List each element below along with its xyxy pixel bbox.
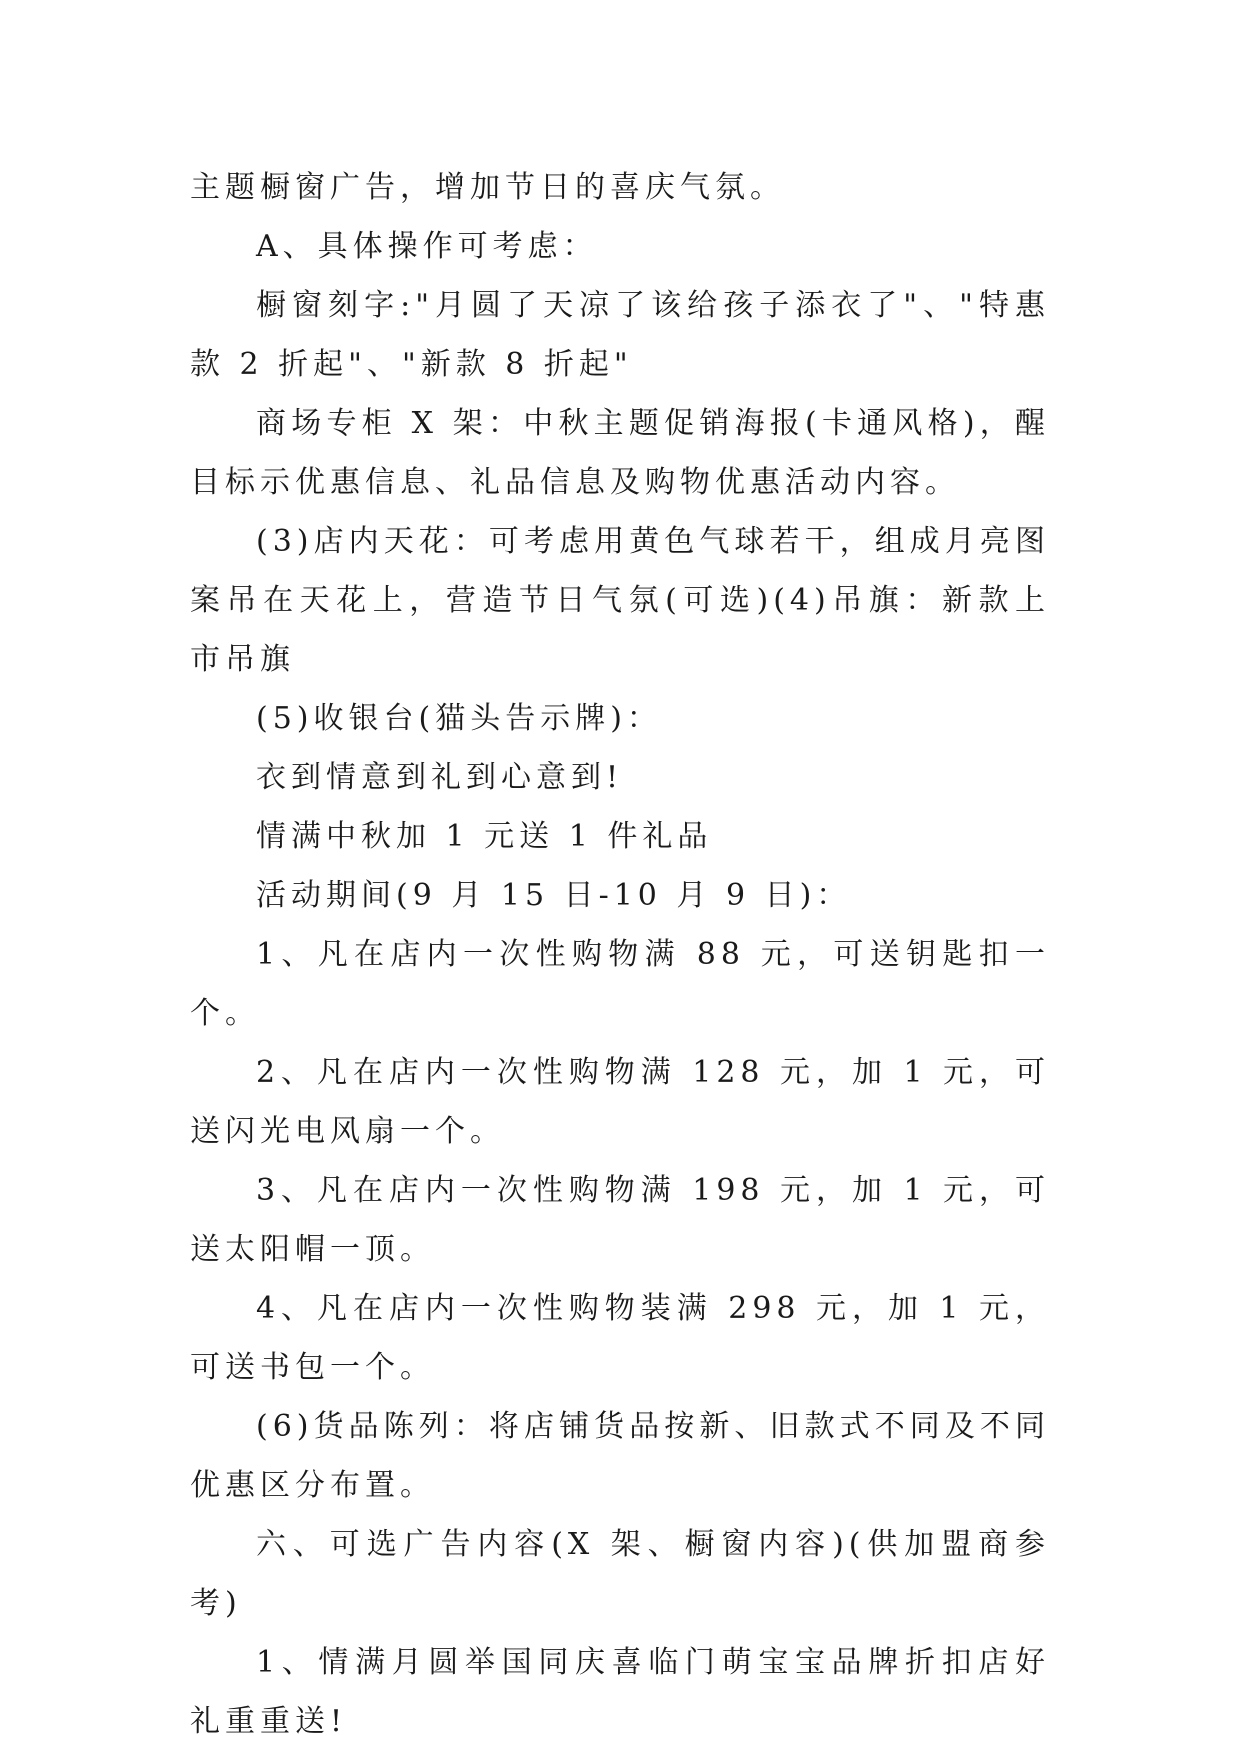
paragraph-cashier: (5)收银台(猫头告示牌)： [256, 701, 662, 736]
paragraph-ad-content-1: 1、情满月圆举国同庆喜临门萌宝宝品牌折扣店好礼重重送! [190, 1645, 1050, 1739]
paragraph-merchandise-display: (6)货品陈列：将店铺货品按新、旧款式不同及不同优惠区分布置。 [190, 1409, 1050, 1503]
paragraph-operation-heading: A、具体操作可考虑： [256, 229, 598, 264]
paragraph-ad-content-heading: 六、可选广告内容(X 架、橱窗内容)(供加盟商参考) [190, 1527, 1050, 1621]
paragraph-activity-period: 活动期间(9 月 15 日-10 月 9 日)： [256, 878, 852, 913]
paragraph-offer-1: 1、凡在店内一次性购物满 88 元，可送钥匙扣一个。 [190, 937, 1050, 1031]
paragraph-window-ad: 主题橱窗广告，增加节日的喜庆气氛。 [190, 170, 785, 205]
paragraph-offer-2: 2、凡在店内一次性购物满 128 元，加 1 元，可送闪光电风扇一个。 [190, 1055, 1050, 1149]
paragraph-gift-offer: 情满中秋加 1 元送 1 件礼品 [256, 819, 713, 854]
paragraph-offer-3: 3、凡在店内一次性购物满 198 元，加 1 元，可送太阳帽一顶。 [190, 1173, 1050, 1267]
paragraph-ceiling-banner: (3)店内天花：可考虑用黄色气球若干，组成月亮图案吊在天花上，营造节日气氛(可选)(4)吊旗：新款上市吊旗 [190, 524, 1050, 677]
document-body [190, 158, 1050, 1751]
paragraph-counter-x-stand: 商场专柜 X 架：中秋主题促销海报(卡通风格)，醒目标示优惠信息、礼品信息及购物优惠活动内容。 [190, 406, 1050, 500]
paragraph-slogan: 衣到情意到礼到心意到! [256, 760, 624, 795]
paragraph-offer-4: 4、凡在店内一次性购物装满 298 元，加 1 元，可送书包一个。 [190, 1291, 1050, 1385]
paragraph-window-lettering: 橱窗刻字:"月圆了天凉了该给孩子添衣了"、"特惠款 2 折起"、"新款 8 折起" [190, 288, 1050, 382]
